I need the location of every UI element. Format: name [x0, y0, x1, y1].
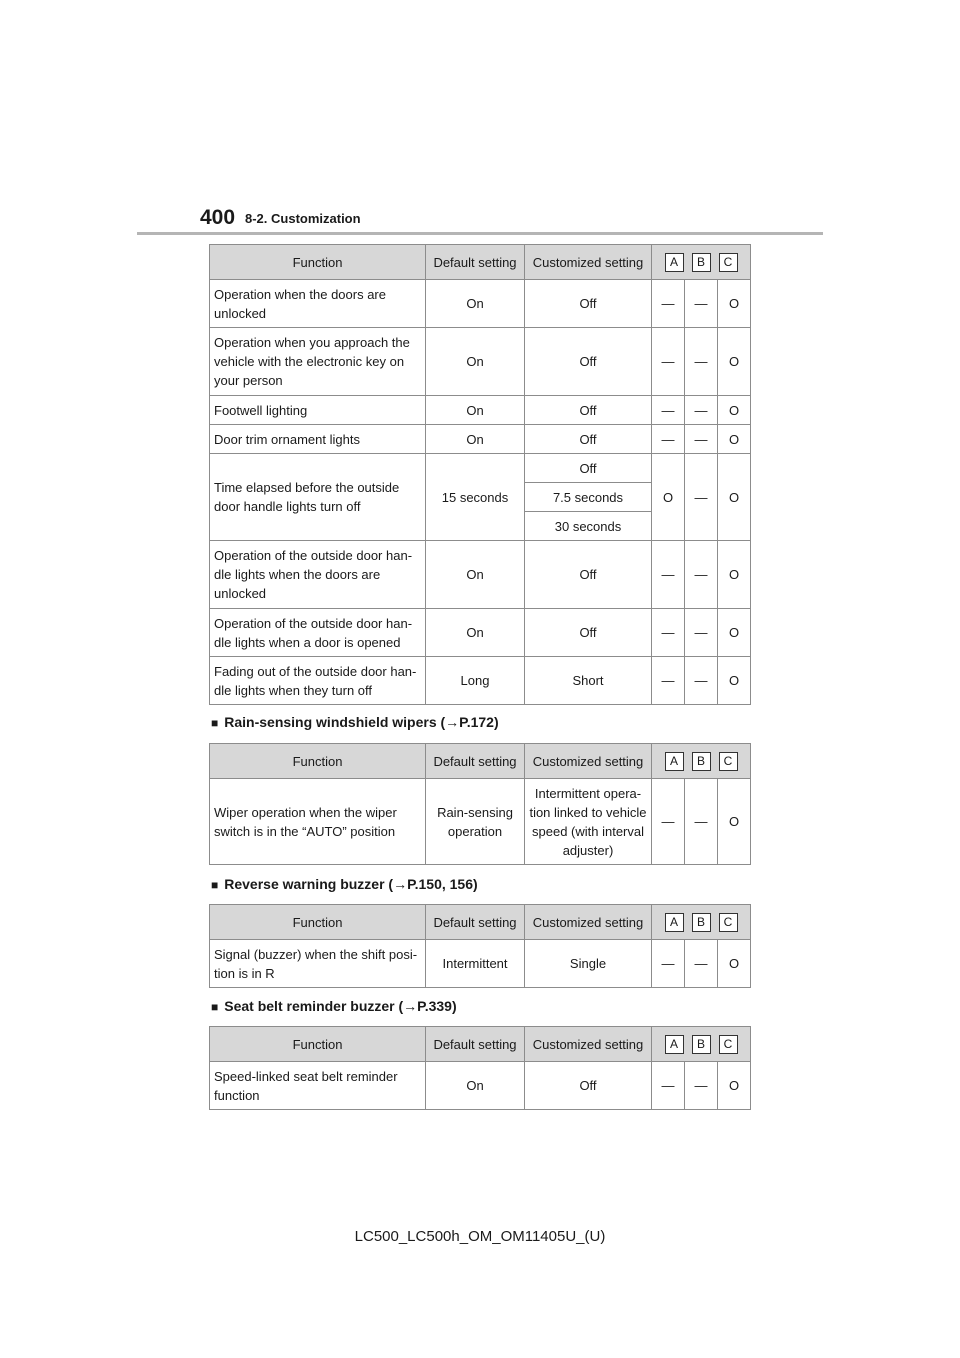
page-header — [200, 200, 840, 234]
customized-option-cell: Off — [525, 454, 652, 483]
customized-cell: Short — [525, 657, 652, 705]
a-cell: — — [652, 940, 685, 988]
function-cell: Speed-linked seat belt reminder function — [210, 1062, 426, 1110]
a-cell: — — [652, 280, 685, 328]
a-cell: — — [652, 657, 685, 705]
default-setting-column-header: Default setting — [426, 905, 525, 940]
table-row — [210, 1062, 751, 1110]
customized-cell: Off — [525, 541, 652, 609]
table-row — [210, 657, 751, 705]
b-cell: — — [685, 541, 718, 609]
abc-column-header — [652, 905, 751, 940]
c-cell: O — [718, 425, 751, 454]
b-cell: — — [685, 940, 718, 988]
c-cell: O — [718, 657, 751, 705]
table-header-row — [210, 1027, 751, 1062]
column-a-badge: A — [665, 752, 684, 771]
buzzer-settings-table — [209, 904, 751, 988]
square-bullet-icon: ■ — [211, 716, 219, 730]
b-cell: — — [685, 280, 718, 328]
customized-cell: Off — [525, 280, 652, 328]
c-cell: O — [718, 940, 751, 988]
a-cell: — — [652, 541, 685, 609]
c-cell: O — [718, 454, 751, 541]
default-cell: Long — [426, 657, 525, 705]
b-cell: — — [685, 454, 718, 541]
customized-cell: Off — [525, 396, 652, 425]
c-cell: O — [718, 280, 751, 328]
column-a-badge: A — [665, 913, 684, 932]
column-c-badge: C — [719, 913, 738, 932]
default-setting-column-header: Default setting — [426, 744, 525, 779]
square-bullet-icon: ■ — [211, 878, 219, 892]
lighting-settings-table — [209, 244, 751, 705]
customized-option-cell: 7.5 seconds — [525, 483, 652, 512]
function-cell: Wiper operation when the wiper switch is in the “AUTO” position — [210, 779, 426, 865]
default-setting-column-header: Default setting — [426, 1027, 525, 1062]
c-cell: O — [718, 541, 751, 609]
function-column-header: Function — [210, 1027, 426, 1062]
abc-column-header — [652, 744, 751, 779]
section-heading-text: Reverse warning buzzer (→P.150, 156) — [224, 876, 478, 892]
c-cell: O — [718, 609, 751, 657]
customized-cell: Intermittent opera-tion linked to vehicle speed (with interval adjuster) — [525, 779, 652, 865]
customized-option-cell: 30 seconds — [525, 512, 652, 541]
b-cell: — — [685, 1062, 718, 1110]
square-bullet-icon: ■ — [211, 1000, 219, 1014]
column-b-badge: B — [692, 752, 711, 771]
function-cell: Signal (buzzer) when the shift posi-tion is in R — [210, 940, 426, 988]
column-b-badge: B — [692, 913, 711, 932]
b-cell: — — [685, 425, 718, 454]
section-heading-rain-sensing-wipers — [211, 713, 499, 732]
function-cell: Time elapsed before the outside door handle lights turn off — [210, 454, 426, 541]
table-row — [210, 609, 751, 657]
table-header-row — [210, 905, 751, 940]
section-heading-seat-belt-reminder — [211, 997, 457, 1016]
function-cell: Fading out of the outside door han-dle lights when they turn off — [210, 657, 426, 705]
section-heading-text: Seat belt reminder buzzer (→P.339) — [224, 998, 457, 1014]
table-row — [210, 328, 751, 396]
table-row — [210, 425, 751, 454]
customized-setting-column-header: Customized setting — [525, 1027, 652, 1062]
table-header-row — [210, 245, 751, 280]
customized-cell: Off — [525, 609, 652, 657]
default-setting-column-header: Default setting — [426, 245, 525, 280]
default-cell: On — [426, 1062, 525, 1110]
customized-cell: Off — [525, 328, 652, 396]
section-heading-text: Rain-sensing windshield wipers (→P.172) — [224, 714, 499, 730]
table-header-row — [210, 744, 751, 779]
function-cell: Door trim ornament lights — [210, 425, 426, 454]
section-title: 8-2. Customization — [245, 211, 361, 226]
header-divider — [137, 232, 823, 235]
section-heading-reverse-warning-buzzer — [211, 875, 478, 894]
function-column-header: Function — [210, 744, 426, 779]
seat-belt-settings-table — [209, 1026, 751, 1110]
default-cell: On — [426, 396, 525, 425]
default-cell: 15 seconds — [426, 454, 525, 541]
customized-cell: Off — [525, 1062, 652, 1110]
b-cell: — — [685, 779, 718, 865]
function-cell: Operation of the outside door han-dle lights when a door is opened — [210, 609, 426, 657]
c-cell: O — [718, 1062, 751, 1110]
column-a-badge: A — [665, 253, 684, 272]
customized-cell: Off — [525, 425, 652, 454]
table-row — [210, 280, 751, 328]
abc-column-header — [652, 1027, 751, 1062]
default-cell: On — [426, 609, 525, 657]
b-cell: — — [685, 657, 718, 705]
a-cell: — — [652, 425, 685, 454]
function-column-header: Function — [210, 245, 426, 280]
column-c-badge: C — [719, 752, 738, 771]
column-a-badge: A — [665, 1035, 684, 1054]
default-cell: Intermittent — [426, 940, 525, 988]
function-cell: Footwell lighting — [210, 396, 426, 425]
default-cell: Rain-sensing operation — [426, 779, 525, 865]
wiper-settings-table — [209, 743, 751, 865]
default-cell: On — [426, 541, 525, 609]
a-cell: — — [652, 328, 685, 396]
function-column-header: Function — [210, 905, 426, 940]
a-cell: O — [652, 454, 685, 541]
c-cell: O — [718, 328, 751, 396]
default-cell: On — [426, 328, 525, 396]
table-row — [210, 779, 751, 865]
b-cell: — — [685, 396, 718, 425]
column-b-badge: B — [692, 253, 711, 272]
document-footer: LC500_LC500h_OM_OM11405U_(U) — [354, 1228, 606, 1245]
c-cell: O — [718, 396, 751, 425]
c-cell: O — [718, 779, 751, 865]
table-row — [210, 454, 751, 483]
column-b-badge: B — [692, 1035, 711, 1054]
customized-cell: Single — [525, 940, 652, 988]
customized-setting-column-header: Customized setting — [525, 744, 652, 779]
table-row — [210, 541, 751, 609]
function-cell: Operation when you approach the vehicle with the electronic key on your person — [210, 328, 426, 396]
customized-setting-column-header: Customized setting — [525, 905, 652, 940]
a-cell: — — [652, 609, 685, 657]
customized-setting-column-header: Customized setting — [525, 245, 652, 280]
b-cell: — — [685, 328, 718, 396]
column-c-badge: C — [719, 1035, 738, 1054]
b-cell: — — [685, 609, 718, 657]
abc-column-header — [652, 245, 751, 280]
function-cell: Operation of the outside door han-dle lights when the doors are unlocked — [210, 541, 426, 609]
a-cell: — — [652, 1062, 685, 1110]
default-cell: On — [426, 425, 525, 454]
table-row — [210, 940, 751, 988]
table-row — [210, 396, 751, 425]
page-number: 400 — [200, 206, 236, 229]
default-cell: On — [426, 280, 525, 328]
column-c-badge: C — [719, 253, 738, 272]
a-cell: — — [652, 396, 685, 425]
function-cell: Operation when the doors are unlocked — [210, 280, 426, 328]
a-cell: — — [652, 779, 685, 865]
